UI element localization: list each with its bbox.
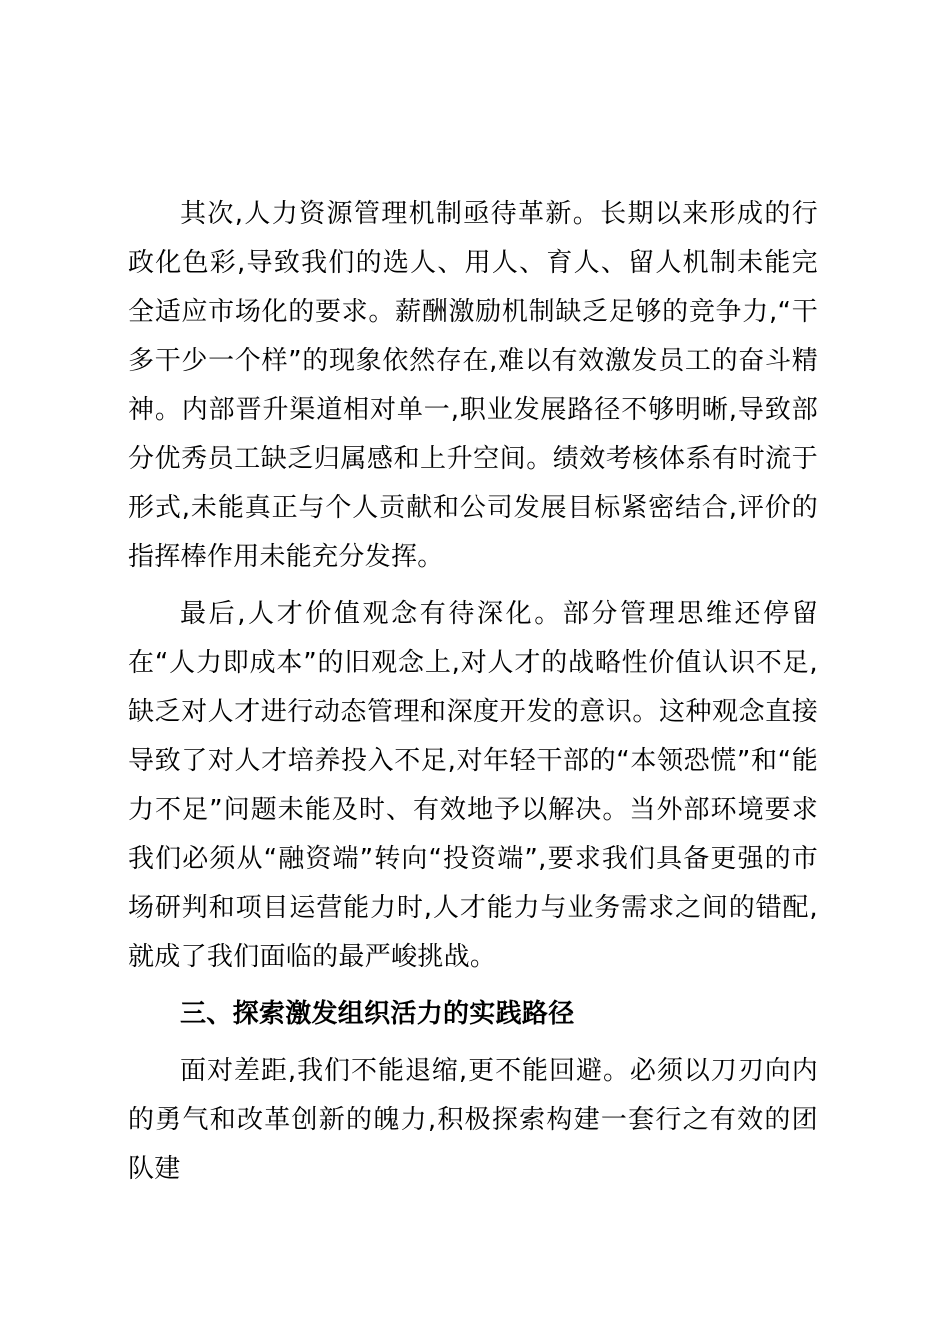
paragraph-hr-mechanism: 其次,人力资源管理机制亟待革新。长期以来形成的行政化色彩,导致我们的选人、用人、育人、留人机制未能完全适应市场化的要求。薪酬激励机制缺乏足够的竞争力,“干多干少一个样”的现象依然存在,难以有效激发员工的奋斗精神。内部晋升渠道相对单一,职业发展路径不够明晰,导致部分优秀员工缺乏归属感和上升空间。绩效考核体系有时流于形式,未能真正与个人贡献和公司发展目标紧密结合,评价的指挥棒作用未能充分发挥。 [128,199,818,572]
paragraph-facing-gap: 面对差距,我们不能退缩,更不能回避。必须以刀刃向内的勇气和改革创新的魄力,积极探索构建一套行之有效的团队建 [128,1056,818,1184]
paragraph-talent-values: 最后,人才价值观念有待深化。部分管理思维还停留在“人力即成本”的旧观念上,对人才的战略性价值认识不足,缺乏对人才进行动态管理和深度开发的意识。这种观念直接导致了对人才培养投入不足,对年轻干部的“本领恐慌”和“能力不足”问题未能及时、有效地予以解决。当外部环境要求我们必须从“融资端”转向“投资端”,要求我们具备更强的市场研判和项目运营能力时,人才能力与业务需求之间的错配,就成了我们面临的最严峻挑战。 [128,599,818,972]
document-body [128,190,818,1194]
section-heading-practice-path: 三、探索激发组织活力的实践路径 [180,999,575,1029]
